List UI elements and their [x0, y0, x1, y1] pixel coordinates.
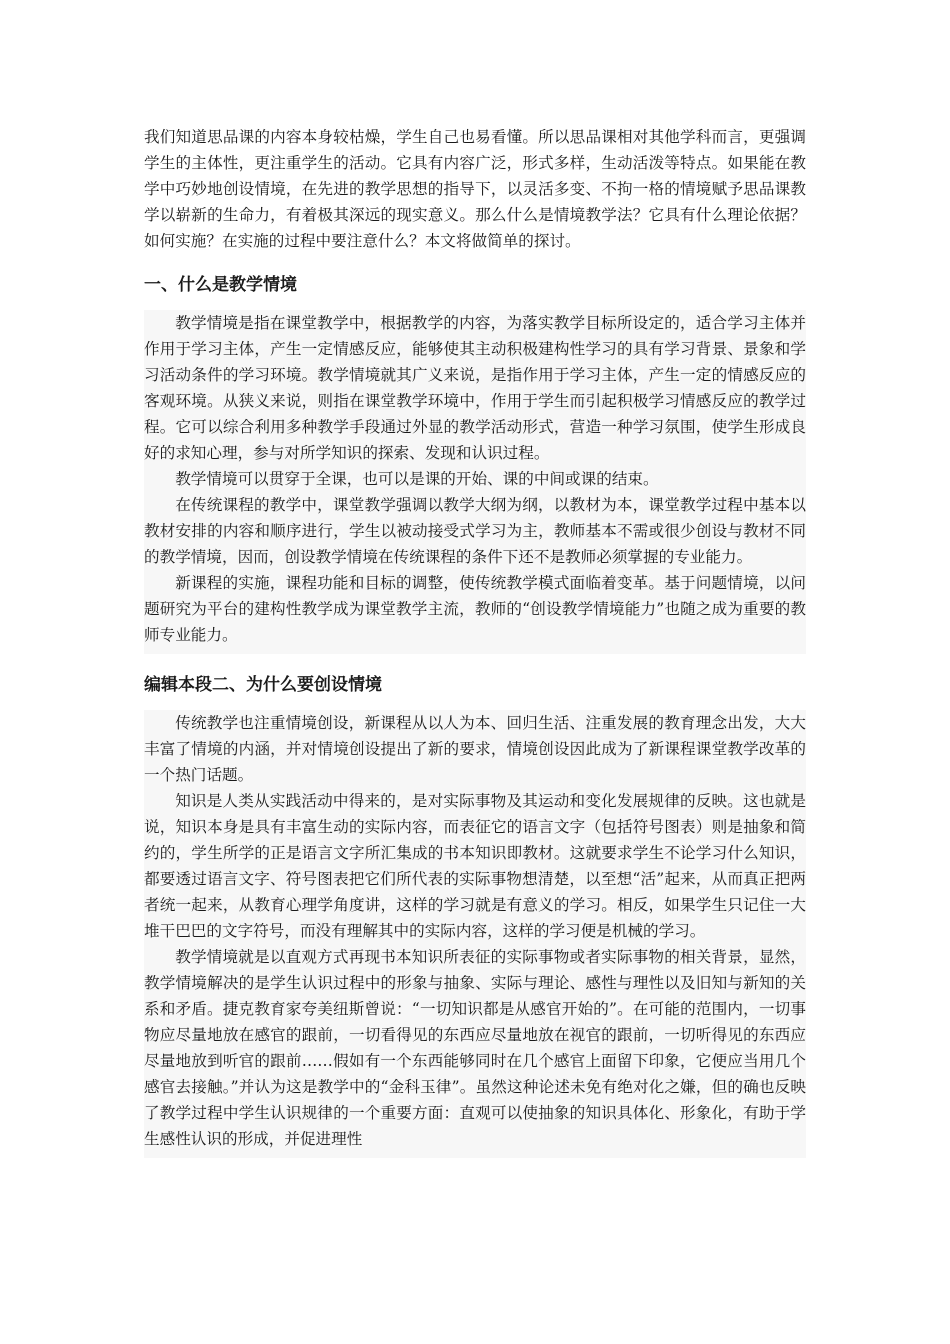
intro-paragraph: 我们知道思品课的内容本身较枯燥，学生自己也易看懂。所以思品课相对其他学科而言，更强调学生的主体性，更注重学生的活动。它具有内容广泛，形式多样，生动活泼等特点。如果能在教学中巧妙地创设情境，在先进的教学思想的指导下，以灵活多变、不拘一格的情境赋予思品课教学以崭新的生命力，有着极其深远的现实意义。那么什么是情境教学法？它具有什么理论依据？如何实施？在实施的过程中要注意什么？本文将做简单的探讨。 — [144, 128, 806, 250]
section-heading: 编辑本段二、为什么要创设情境 — [144, 664, 806, 710]
paragraph: 教学情境是指在课堂教学中，根据教学的内容，为落实教学目标所设定的，适合学习主体并作用于学习主体，产生一定情感反应，能够使其主动积极建构性学习的具有学习背景、景象和学习活动条件的学习环境。教学情境就其广义来说，是指作用于学习主体，产生一定的情感反应的客观环境。从狭义来说，则指在课堂教学环境中，作用于学生而引起积极学习情感反应的教学过程。它可以综合利用多种教学手段通过外显的教学活动形式，营造一种学习氛围，使学生形成良好的求知心理，参与对所学知识的探索、发现和认识过程。 — [144, 314, 806, 462]
document-page — [144, 124, 806, 1158]
paragraph: 教学情境可以贯穿于全课，也可以是课的开始、课的中间或课的结束。 — [175, 470, 659, 488]
section-heading: 一、什么是教学情境 — [144, 264, 806, 310]
paragraph: 传统教学也注重情境创设，新课程从以人为本、回归生活、注重发展的教育理念出发，大大丰富了情境的内涵，并对情境创设提出了新的要求，情境创设因此成为了新课程课堂教学改革的一个热门话题。 — [144, 714, 806, 784]
section-why-create-context — [144, 664, 806, 1158]
section-body — [144, 310, 806, 654]
paragraph: 教学情境就是以直观方式再现书本知识所表征的实际事物或者实际事物的相关背景，显然，教学情境解决的是学生认识过程中的形象与抽象、实际与理论、感性与理性以及旧知与新知的关系和矛盾。捷克教育家夸美纽斯曾说：“一切知识都是从感官开始的”。在可能的范围内，一切事物应尽量地放在感官的跟前，一切看得见的东西应尽量地放在视官的跟前，一切听得见的东西应尽量地放到听官的跟前……假如有一个东西能够同时在几个感官上面留下印象，它便应当用几个感官去接触。”并认为这是教学中的“金科玉律”。虽然这种论述未免有绝对化之嫌，但的确也反映了教学过程中学生认识规律的一个重要方面：直观可以使抽象的知识具体化、形象化，有助于学生感性认识的形成，并促进理性 — [144, 948, 806, 1148]
section-body — [144, 710, 806, 1158]
paragraph: 在传统课程的教学中，课堂教学强调以教学大纲为纲，以教材为本，课堂教学过程中基本以教材安排的内容和顺序进行，学生以被动接受式学习为主，教师基本不需或很少创设与教材不同的教学情境，因而，创设教学情境在传统课程的条件下还不是教师必须掌握的专业能力。 — [144, 496, 806, 566]
section-what-is-teaching-context — [144, 264, 806, 654]
paragraph: 新课程的实施，课程功能和目标的调整，使传统教学模式面临着变革。基于问题情境，以问题研究为平台的建构性教学成为课堂教学主流，教师的“创设教学情境能力”也随之成为重要的教师专业能力。 — [144, 574, 806, 644]
paragraph: 知识是人类从实践活动中得来的，是对实际事物及其运动和变化发展规律的反映。这也就是说，知识本身是具有丰富生动的实际内容，而表征它的语言文字（包括符号图表）则是抽象和简约的，学生所学的正是语言文字所汇集成的书本知识即教材。这就要求学生不论学习什么知识，都要透过语言文字、符号图表把它们所代表的实际事物想清楚，以至想“活”起来，从而真正把两者统一起来，从教育心理学角度讲，这样的学习就是有意义的学习。相反，如果学生只记住一大堆干巴巴的文字符号，而没有理解其中的实际内容，这样的学习便是机械的学习。 — [144, 792, 806, 940]
